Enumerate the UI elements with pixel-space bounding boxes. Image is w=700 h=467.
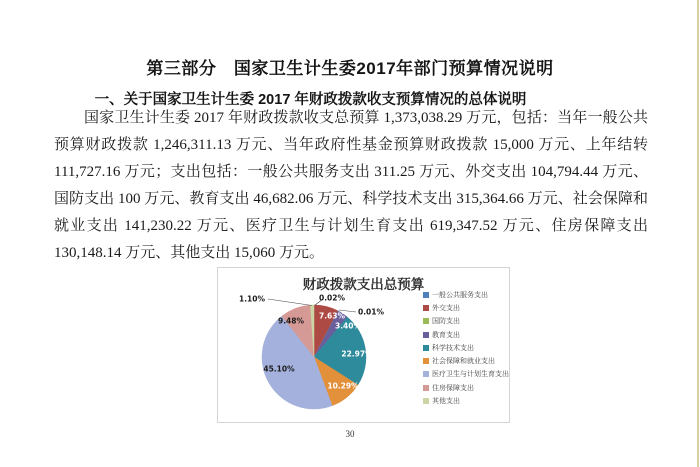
pie-percent-label: 22.97% [341, 349, 373, 359]
pie-percent-label: 0.02% [318, 293, 346, 303]
legend-item [423, 368, 509, 381]
legend-label: 一般公共服务支出 [432, 290, 488, 299]
section-heading: 一、关于国家卫生计生委 2017 年财政拨款收支预算情况的总体说明 [94, 92, 527, 108]
pie-percent-label: 1.10% [238, 294, 266, 304]
legend-swatch [423, 385, 429, 391]
legend-swatch [423, 318, 429, 324]
legend-item [423, 381, 509, 394]
legend-swatch [423, 305, 429, 311]
legend-item [423, 354, 509, 367]
chart-legend [423, 288, 509, 408]
page-number: 30 [345, 429, 355, 439]
legend-label: 其他支出 [432, 397, 460, 406]
legend-item [423, 315, 509, 328]
legend-item [423, 328, 509, 341]
label-leader-line [268, 299, 312, 306]
legend-item [423, 341, 509, 354]
page-title: 第三部分 国家卫生计生委2017年部门预算情况说明 [146, 59, 554, 78]
legend-swatch [423, 358, 429, 364]
legend-swatch [423, 371, 429, 377]
pie-percent-label: 3.40% [334, 321, 362, 331]
legend-label: 住房保障支出 [432, 383, 474, 392]
legend-label: 科学技术支出 [432, 343, 474, 352]
pie-percent-label: 10.29% [327, 381, 359, 391]
legend-label: 医疗卫生与计划生育支出 [432, 370, 509, 379]
legend-swatch [423, 345, 429, 351]
legend-swatch [423, 292, 429, 298]
legend-swatch [423, 398, 429, 404]
body-paragraph: 国家卫生计生委 2017 年财政拨款收支总预算 1,373,038.29 万元，包括：当年一般公共预算财政拨款 1,246,311.13 万元、当年政府性基金预算财政拨款 15,000 万元、上年结转 111,727.16 万元；支出包括：一般公共服务支出 311.25 万元、外交支出 104,794.44 万元、国防支出 100 万元、教育支出 46,682.06 万元、科学技术支出 315,364.66 万元、社会保障和就业支出 141,230.22 万元、医疗卫生与计划生育支出 619,347.52 万元、住房保障支出 130,148.14 万元、其他支出 15,060 万元。 [54, 110, 648, 261]
legend-item [423, 394, 509, 407]
legend-swatch [423, 332, 429, 338]
legend-label: 外交支出 [432, 303, 460, 312]
chart-box [217, 267, 510, 423]
legend-label: 教育支出 [432, 330, 460, 339]
pie-percent-label: 45.10% [263, 364, 295, 374]
pie-percent-label: 0.01% [357, 307, 385, 317]
legend-item [423, 301, 509, 314]
legend-label: 社会保障和就业支出 [432, 357, 495, 366]
legend-item [423, 288, 509, 301]
pie-percent-label: 7.63% [318, 311, 346, 321]
chart-title: 财政拨款支出总预算 [302, 277, 425, 292]
pie-percent-label: 9.48% [277, 316, 305, 326]
legend-label: 国防支出 [432, 317, 460, 326]
